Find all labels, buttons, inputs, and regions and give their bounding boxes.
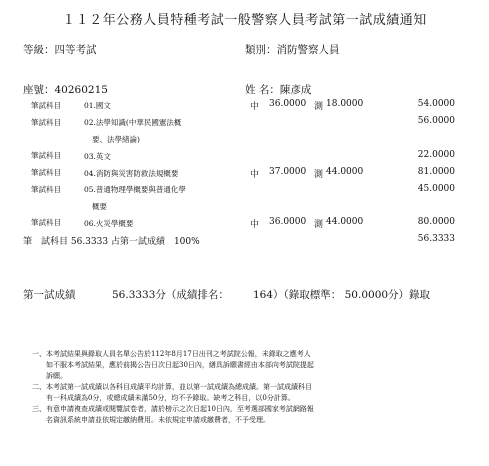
note-line: 三、有意申請複查成績或閱覽試卷者，請於榜示之次日起10日內，至考選部國家考試網路報 bbox=[32, 405, 314, 413]
marker: 中 bbox=[250, 220, 260, 230]
grade-label: 等級：四等考試 bbox=[23, 44, 97, 56]
note-line: 有一科成績為0分，或總成績未滿50分，均不予錄取。缺考之科目，以0分計算。 bbox=[32, 394, 295, 402]
subject-label: 筆試科目 bbox=[31, 151, 61, 160]
marker: 中 bbox=[250, 102, 260, 112]
subject-total: 80.0000 bbox=[417, 217, 455, 227]
score-2: 44.0000 bbox=[326, 217, 364, 227]
subject-label: 筆試科目 bbox=[31, 218, 61, 227]
category-label: 類別：消防警察人員 bbox=[245, 44, 340, 56]
written-exam-total: 56.3333 bbox=[417, 234, 455, 244]
notes bbox=[32, 349, 314, 426]
marker-2: 測 bbox=[314, 220, 324, 230]
subject-total: 54.0000 bbox=[417, 99, 455, 109]
subject-name: 05.普通物理學概要與普通化學 bbox=[84, 185, 186, 194]
first-stage-score: 56.3333分（成績排名： bbox=[112, 289, 229, 301]
subject-label: 筆試科目 bbox=[31, 168, 61, 177]
subject-name: 01.國文 bbox=[84, 101, 111, 110]
subject-name: 03.英文 bbox=[84, 152, 111, 161]
page-title: １１２年公務人員特種考試一般警察人員考試第一試成績通知 bbox=[62, 13, 427, 28]
note-line: 一、本考試結果與錄取人員名單公告於112年8月17日出刊之考試院公報，未錄取之應考人 bbox=[32, 350, 311, 358]
subject-total: 56.0000 bbox=[417, 116, 455, 126]
note-line: 訴願。 bbox=[32, 372, 67, 380]
note-line: 名資訊系統申請並依規定繳納費用。未依規定申請或繳費者，不予受理。 bbox=[32, 416, 270, 424]
subject-label: 筆試科目 bbox=[31, 101, 61, 110]
note-line: 如不服本考試結果，應於前揭公告日次日起30日內，繕具訴願書經由本部向考試院提起 bbox=[32, 361, 314, 369]
written-exam-summary: 筆 試科目 56.3333 占第一試成績 100% bbox=[23, 237, 200, 247]
score-1: 36.0000 bbox=[269, 99, 307, 109]
seat-number: 座號：40260215 bbox=[23, 84, 108, 96]
subject-total: 45.0000 bbox=[417, 184, 455, 194]
score-1: 37.0000 bbox=[269, 167, 307, 177]
subject-name-cont: 要、法學緒論) bbox=[92, 135, 140, 144]
candidate-name: 姓 名：陳彥成 bbox=[245, 84, 312, 96]
subject-name: 04.消防與災害防救法規概要 bbox=[84, 169, 179, 178]
score-2: 18.0000 bbox=[326, 99, 364, 109]
subject-label: 筆試科目 bbox=[31, 118, 61, 127]
score-1: 36.0000 bbox=[269, 217, 307, 227]
marker-2: 測 bbox=[314, 102, 324, 112]
subject-name-cont: 概要 bbox=[92, 202, 107, 211]
subject-label: 筆試科目 bbox=[31, 185, 61, 194]
subject-name: 02.法學知識(中華民國憲法概 bbox=[84, 118, 182, 127]
marker: 中 bbox=[250, 170, 260, 180]
subject-total: 81.0000 bbox=[417, 167, 455, 177]
score-2: 44.0000 bbox=[326, 167, 364, 177]
rank-and-admission: 164）（錄取標準： 50.0000分）錄取 bbox=[253, 289, 431, 301]
subject-name: 06.火災學概要 bbox=[84, 219, 134, 228]
note-line: 二、本考試第一試成績以各科目成績平均計算，並以第一試成績為總成績。第一試成績科目 bbox=[32, 383, 312, 391]
marker-2: 測 bbox=[314, 170, 324, 180]
first-stage-result-label: 第一試成績 bbox=[23, 289, 76, 301]
subject-total: 22.0000 bbox=[417, 150, 455, 160]
